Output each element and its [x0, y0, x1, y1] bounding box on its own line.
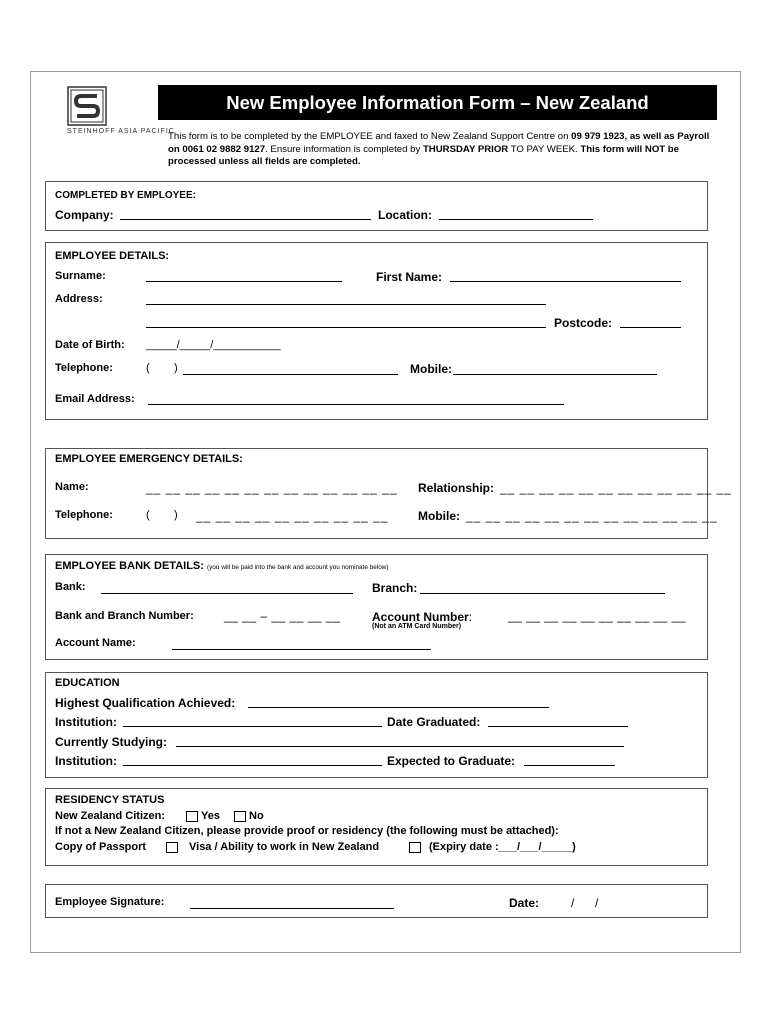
logo-text: STEINHOFF ASIA PACIFIC	[67, 128, 175, 135]
mobile-label: Mobile:	[410, 362, 452, 376]
institution2-label: Institution:	[55, 754, 117, 768]
nz-citizen-label: New Zealand Citizen:	[55, 810, 166, 822]
currently-studying-field[interactable]	[176, 746, 624, 747]
logo-icon	[67, 86, 107, 126]
account-name-label: Account Name:	[55, 637, 136, 649]
institution-field[interactable]	[123, 726, 382, 727]
emergency-mobile-field[interactable]: __ __ __ __ __ __ __ __ __ __ __ __ __	[466, 509, 718, 523]
no-label: No	[249, 810, 264, 822]
company-field[interactable]	[120, 219, 371, 220]
date-slash-1: /	[571, 896, 575, 910]
company-logo	[67, 86, 107, 126]
institution2-field[interactable]	[123, 765, 382, 766]
bank-branch-number-field[interactable]: __ __ – __ __ __ __	[224, 609, 341, 623]
expiry-date-field[interactable]: (Expiry date :___/___/_____)	[429, 841, 576, 853]
account-name-field[interactable]	[172, 649, 431, 650]
visa-checkbox[interactable]	[409, 842, 421, 853]
emergency-telephone-field[interactable]: __ __ __ __ __ __ __ __ __ __	[196, 509, 389, 523]
intro-text: This form is to be completed by the EMPLOYEE and faxed to New Zealand Support Centre on 09 979 1923, as well as Payroll on 0061 02 9882 9127. Ensure information is completed by THURSDAY PRIOR TO PAY WEEK. This form will NOT be processed unless all fields are completed.	[168, 131, 710, 167]
surname-label: Surname:	[55, 270, 106, 282]
date-graduated-label: Date Graduated:	[387, 715, 481, 729]
emergency-telephone-label: Telephone:	[55, 509, 113, 521]
date-slash-2: /	[595, 896, 599, 910]
institution-label: Institution:	[55, 715, 117, 729]
bank-branch-number-label: Bank and Branch Number:	[55, 610, 194, 622]
bank-heading-note: (you will be paid into the bank and account you nominate below)	[206, 564, 389, 571]
education-heading: EDUCATION	[55, 677, 120, 689]
passport-checkbox[interactable]	[166, 842, 178, 853]
date-graduated-field[interactable]	[488, 726, 628, 727]
bank-heading: EMPLOYEE BANK DETAILS: (you will be paid into the bank and account you nominate below)	[55, 560, 389, 572]
emergency-paren-close: )	[174, 509, 178, 521]
postcode-field[interactable]	[620, 327, 681, 328]
date-label: Date:	[509, 896, 540, 910]
branch-label: Branch:	[372, 581, 418, 595]
bank-label: Bank:	[55, 581, 86, 593]
no-checkbox[interactable]	[234, 811, 246, 822]
address-line-1[interactable]	[146, 304, 546, 305]
yes-checkbox[interactable]	[186, 811, 198, 822]
mobile-field[interactable]	[453, 374, 657, 375]
visa-label: Visa / Ability to work in New Zealand	[189, 841, 380, 853]
relationship-label: Relationship:	[418, 481, 495, 495]
location-field[interactable]	[439, 219, 593, 220]
proof-text: If not a New Zealand Citizen, please provide proof or residency (the following must be attached):	[55, 825, 559, 837]
dob-field[interactable]: _____/_____/___________	[146, 339, 281, 351]
yes-label: Yes	[201, 810, 220, 822]
education-section	[45, 672, 708, 778]
signature-field[interactable]	[190, 908, 394, 909]
expected-graduate-label: Expected to Graduate:	[387, 754, 516, 768]
highest-qualification-field[interactable]	[248, 707, 549, 708]
account-number-field[interactable]: __ __ __ __ __ __ __ __ __ __	[508, 609, 686, 623]
branch-field[interactable]	[420, 593, 665, 594]
employee-section	[45, 242, 708, 420]
telephone-label: Telephone:	[55, 362, 113, 374]
account-number-label: Account Number:	[372, 610, 473, 624]
expected-graduate-field[interactable]	[524, 765, 615, 766]
emergency-heading: EMPLOYEE EMERGENCY DETAILS:	[55, 453, 243, 465]
emergency-name-label: Name:	[55, 481, 89, 493]
postcode-label: Postcode:	[554, 316, 613, 330]
emergency-name-field[interactable]: __ __ __ __ __ __ __ __ __ __ __ __ __	[146, 481, 398, 495]
first-name-field[interactable]	[450, 281, 681, 282]
company-label: Company:	[55, 208, 114, 222]
signature-label: Employee Signature:	[55, 896, 165, 908]
employee-heading: EMPLOYEE DETAILS:	[55, 250, 170, 262]
email-field[interactable]	[148, 404, 564, 405]
phone-paren-close: )	[174, 362, 178, 374]
emergency-paren-open: (	[146, 509, 150, 521]
surname-field[interactable]	[146, 281, 342, 282]
phone-paren-open: (	[146, 362, 150, 374]
completed-section	[45, 181, 708, 231]
relationship-field[interactable]: __ __ __ __ __ __ __ __ __ __ __ __	[500, 481, 732, 495]
completed-heading: COMPLETED BY EMPLOYEE:	[55, 190, 196, 201]
account-note: (Not an ATM Card Number)	[372, 623, 462, 630]
residency-heading: RESIDENCY STATUS	[55, 794, 165, 806]
telephone-field[interactable]	[183, 374, 398, 375]
address-line-2[interactable]	[146, 327, 546, 328]
currently-studying-label: Currently Studying:	[55, 735, 168, 749]
location-label: Location:	[378, 208, 432, 222]
address-label: Address:	[55, 293, 103, 305]
passport-label: Copy of Passport	[55, 841, 147, 853]
highest-qualification-label: Highest Qualification Achieved:	[55, 696, 236, 710]
email-label: Email Address:	[55, 393, 135, 405]
first-name-label: First Name:	[376, 270, 443, 284]
form-title: New Employee Information Form – New Zealand	[158, 85, 717, 120]
emergency-mobile-label: Mobile:	[418, 509, 460, 523]
bank-field[interactable]	[101, 593, 353, 594]
dob-label: Date of Birth:	[55, 339, 125, 351]
